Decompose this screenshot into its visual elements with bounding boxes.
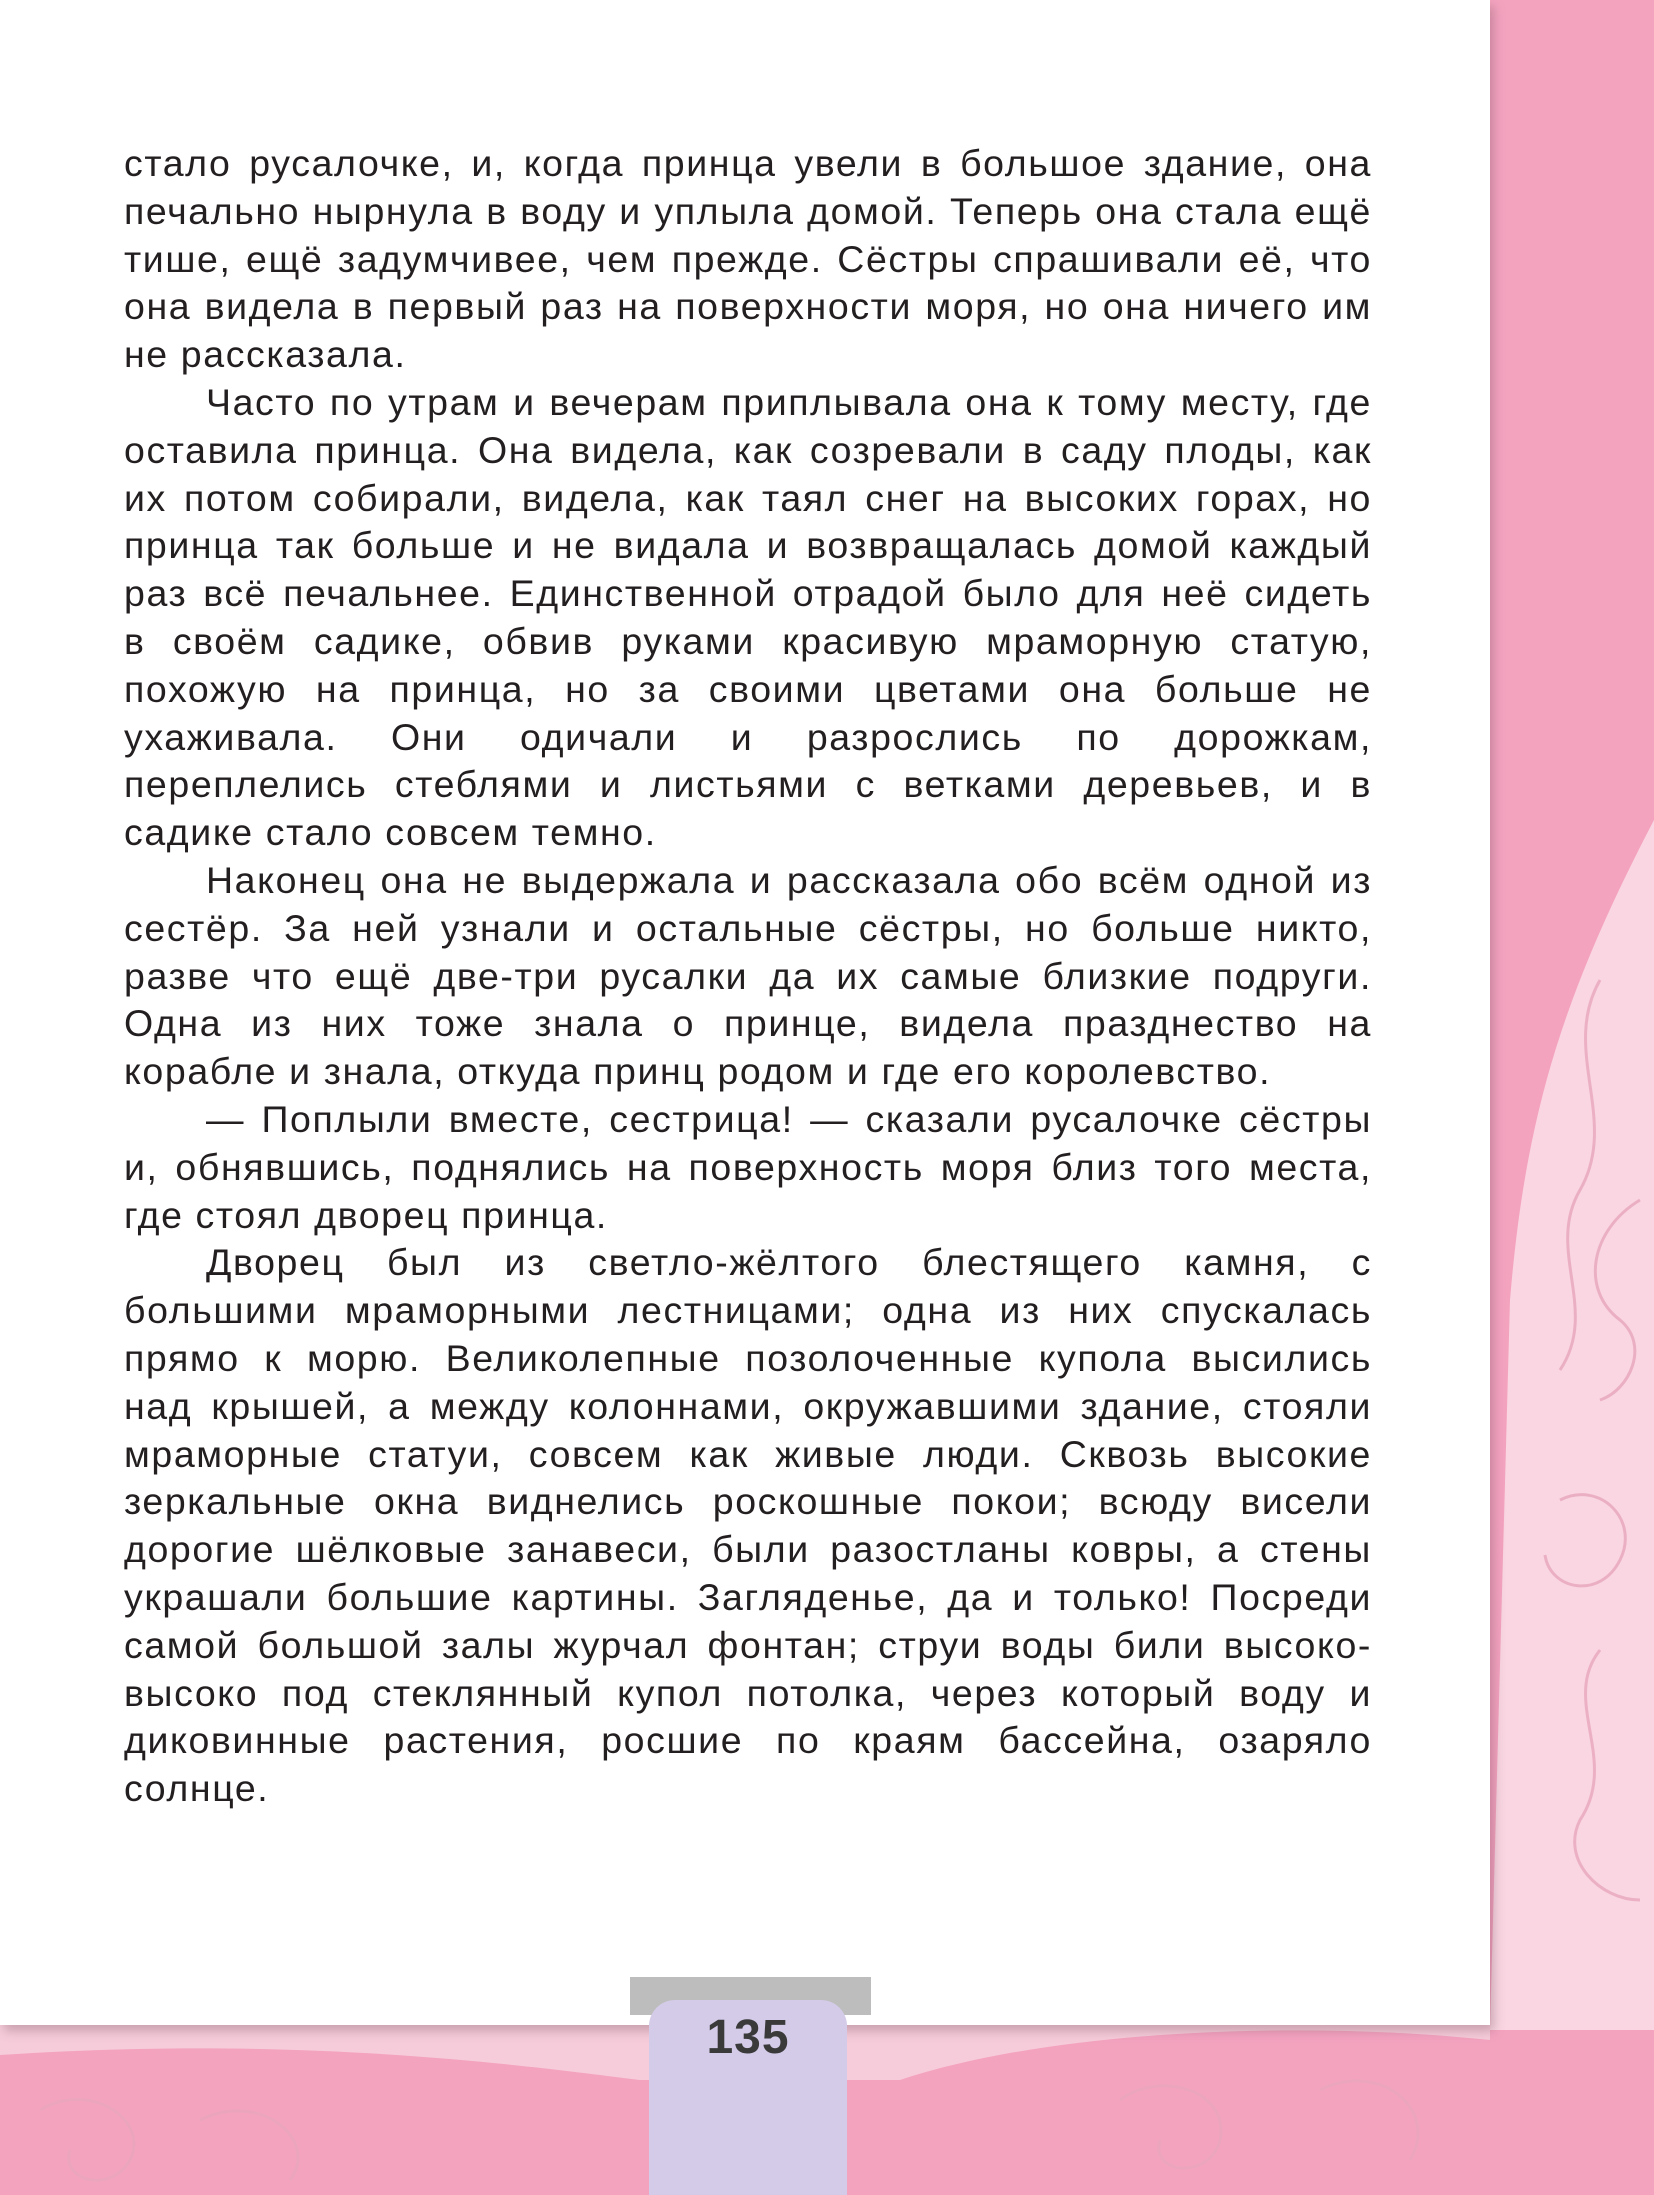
paragraph-3: Наконец она не выдержала и рассказала обо всём одной из сестёр. За ней узнали и остальные сёстры, но больше никто, разве что ещё две-три русалки да их самые близкие подруги. Одна из них тоже знала о принце, видела празднество на корабле и знала, откуда принц родом и где его королевство. — [124, 858, 1372, 1093]
page-number: 135 — [706, 2011, 790, 2064]
story-text — [124, 140, 1372, 1813]
paragraph-1: стало русалочке, и, когда принца увели в большое здание, она печально нырнула в воду и уплыла домой. Теперь она стала ещё тише, ещё задумчивее, чем прежде. Сёстры спрашивали её, что она видела в первый раз на поверхности моря, но она ничего им не рассказала. — [124, 142, 1372, 376]
paragraph-2: Часто по утрам и вечерам приплывала она к тому месту, где оставила принца. Она видела, как созревали в саду плоды, как их потом собирали, видела, как таял снег на высоких горах, но принца так больше и не видала и возвращалась домой каждый раз всё печальнее. Единственной отрадой было для неё сидеть в своём садике, обвив руками красивую мраморную статую, похожую на принца, но за своими цветами она больше не ухаживала. Они одичали и разрослись по дорожкам, переплелись стеблями и листьями с ветками деревьев, и в садике стало совсем темно. — [124, 380, 1372, 854]
paragraph-5: Дворец был из светло-жёлтого блестящего камня, с большими мраморными лестницами; одна из них спускалась прямо к морю. Великолепные позолоченные купола высились над крышей, а между колоннами, окружавшими здание, стояли мраморные статуи, совсем как живые люди. Сквозь высокие зеркальные окна виднелись роскошные покои; всюду висели дорогие шёлковые занавеси, были разостланы ковры, а стены украшали большие картины. Загляденье, да и только! Посреди самой большой залы журчал фонтан; струи воды били высоко-высоко под стеклянный купол потолка, через который воду и диковинные растения, росшие по краям бассейна, озаряло солнце. — [124, 1241, 1372, 1810]
paragraph-4-dialogue: — Поплыли вместе, сестрица! — сказали русалочке сёстры и, обнявшись, поднялись на поверхность моря близ того места, где стоял дворец принца. — [124, 1097, 1372, 1236]
